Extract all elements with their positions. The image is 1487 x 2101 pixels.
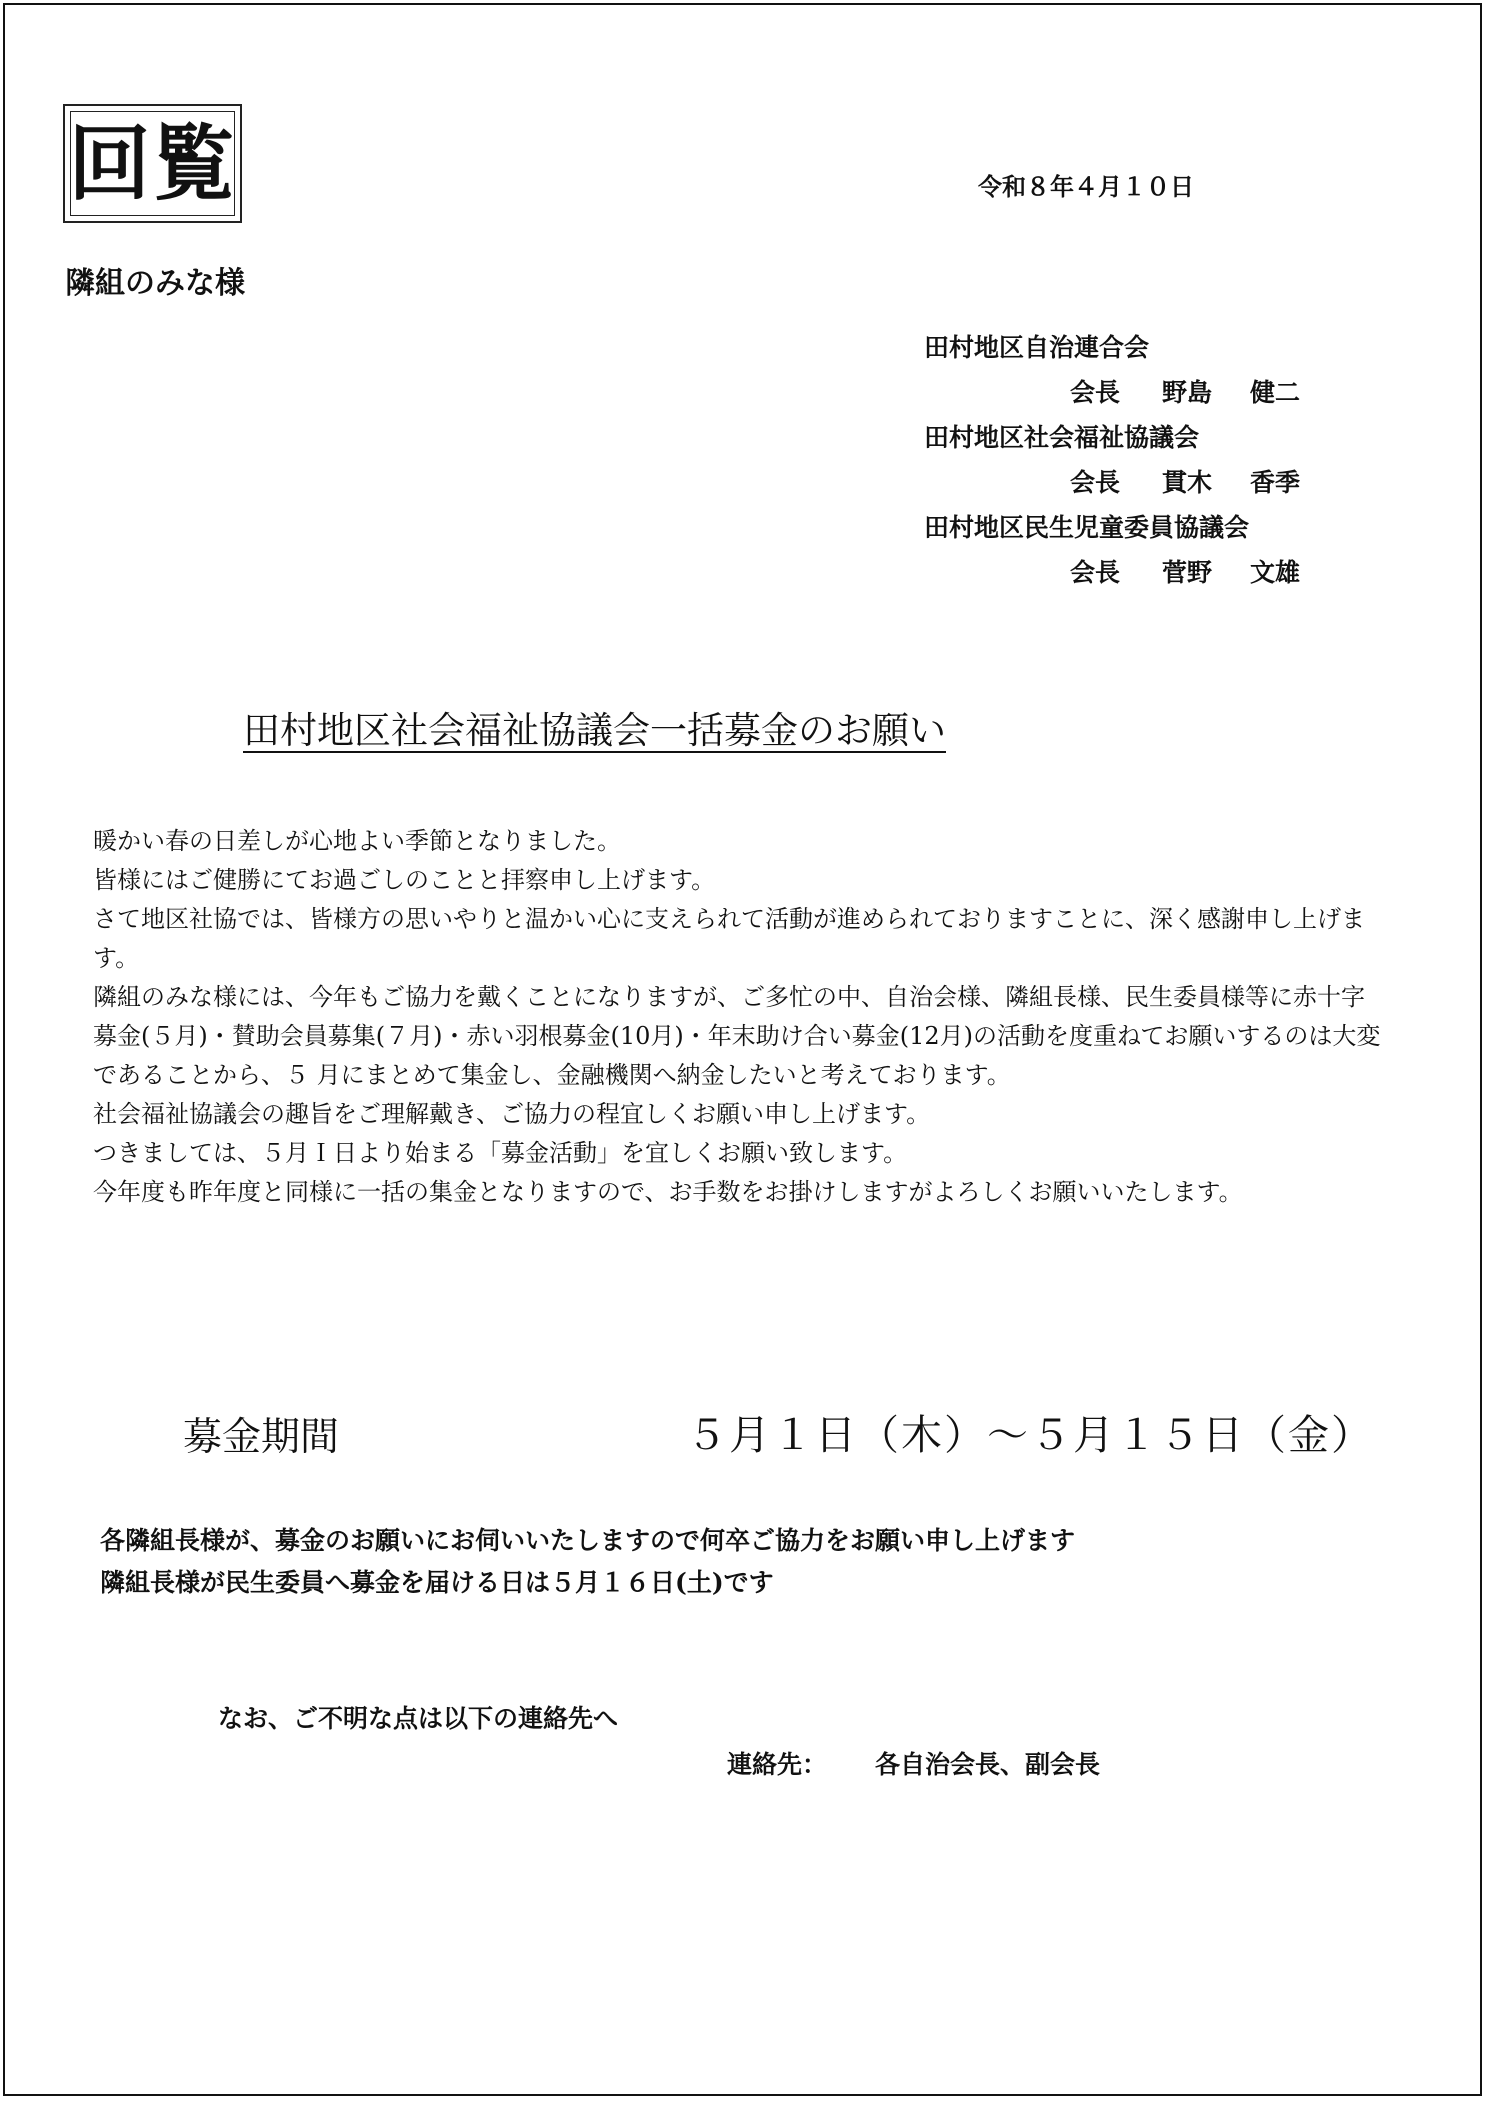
sender-org-1: 田村地区自治連合会 [924,333,1150,362]
sender-family-name: 菅野 [1162,558,1213,587]
sender-given-name: 香季 [1250,468,1301,497]
contact-label: 連絡先： [727,1750,828,1779]
body-paragraph: 社会福祉協議会の趣旨をご理解戴き、ご協力の程宜しくお願い申し上げます。 [93,1100,931,1128]
sender-head-2 [924,460,1300,505]
issue-date: 令和８年４月１０日 [978,172,1194,201]
kairan-stamp [63,104,242,223]
addressee: 隣組のみな様 [65,266,245,301]
sender-org-2: 田村地区社会福祉協議会 [924,423,1200,452]
period-label: 募金期間 [183,1415,340,1460]
inquiry-line: なお、ご不明な点は以下の連絡先へ [218,1704,619,1733]
body-paragraph: 皆様にはご健勝にてお過ごしのことと拝察申し上げます。 [93,866,716,894]
notice-line: 各隣組長様が、募金のお願いにお伺いいたしますので何卒ご協力をお願い申し上げます [100,1526,1076,1555]
contact-line [727,1745,1100,1781]
body-paragraph: つきましては、５月Ｉ日より始まる「募金活動」を宜しくお願い致します。 [93,1139,908,1167]
notice-line: 隣組長様が民生委員へ募金を届ける日は５月１６日(土)です [100,1568,774,1597]
body-paragraph: 暖かい春の日差しが心地よい季節となりました。 [93,827,621,855]
body-paragraph: 今年度も昨年度と同様に一括の集金となりますので、お手数をお掛けしますがよろしくお願いいたします。 [93,1178,1243,1206]
period-value: ５月１日（木）～５月１５日（金） [686,1411,1374,1459]
sender-given-name: 文雄 [1250,558,1301,587]
sender-family-name: 貫木 [1162,468,1213,497]
sender-role: 会長 [1070,378,1121,407]
body-paragraph: 隣組のみな様には、今年もご協力を戴くことになりますが、ご多忙の中、自治会様、隣組長様、民生委員様等に赤十字募金(５月)・賛助会員募集(７月)・赤い羽根募金(10月)・年末助け合い募金(12月)の活動を度重ねてお願いするのは大変であることから、５ 月にまとめて集金し、金融機関へ納金したいと考えております。 [93,983,1381,1089]
sender-role: 会長 [1070,558,1121,587]
sender-role: 会長 [1070,468,1121,497]
sender-block [924,325,1300,595]
sender-head-3 [924,550,1300,595]
notice-block [100,1520,1075,1604]
document-title: 田村地区社会福祉協議会一括募金のお願い [243,709,946,752]
sender-head-1 [924,370,1300,415]
body-paragraph: さて地区社協では、皆様方の思いやりと温かい心に支えられて活動が進められておりますことに、深く感謝申し上げます。 [93,905,1365,972]
kairan-stamp-text: 回覧 [68,115,237,212]
sender-given-name: 健二 [1250,378,1301,407]
sender-org-3: 田村地区民生児童委員協議会 [924,513,1250,542]
body-text [93,822,1383,1212]
sender-family-name: 野島 [1162,378,1213,407]
contact-value: 各自治会長、副会長 [875,1750,1101,1779]
